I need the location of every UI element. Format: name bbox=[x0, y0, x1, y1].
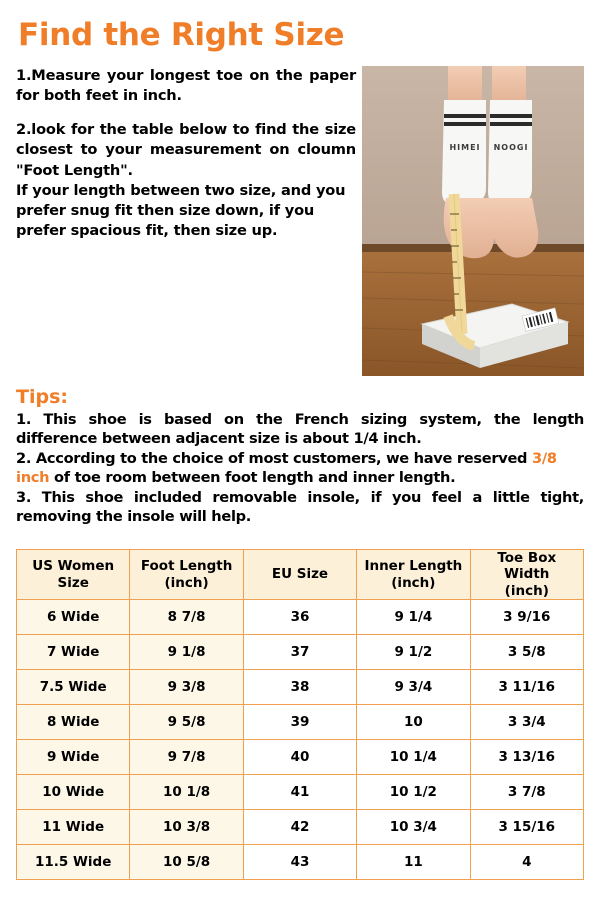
cell-us-size: 11 Wide bbox=[17, 810, 130, 845]
column-header-main: Foot Length bbox=[140, 558, 233, 575]
cell-us-size: 9 Wide bbox=[17, 740, 130, 775]
column-header-us-women-size bbox=[17, 549, 130, 599]
column-header-main: Toe Box Width bbox=[497, 549, 557, 583]
table-row bbox=[17, 775, 584, 810]
feet-measurement-photo bbox=[362, 66, 584, 376]
tip-2-post: of toe room between foot length and inner length. bbox=[49, 469, 456, 486]
column-header-sub: (inch) bbox=[391, 574, 436, 591]
intro-section bbox=[16, 66, 584, 376]
intro-step-2: 2.look for the table below to find the size closest to your measurement on cloumn "Foot Length". bbox=[16, 121, 356, 179]
cell-foot-length: 10 3/8 bbox=[130, 810, 243, 845]
cell-inner-length: 10 3/4 bbox=[357, 810, 470, 845]
column-header-foot-length bbox=[130, 549, 243, 599]
cell-eu-size: 43 bbox=[243, 845, 356, 880]
cell-us-size: 8 Wide bbox=[17, 705, 130, 740]
cell-toe-box-width: 3 11/16 bbox=[470, 670, 583, 705]
table-row bbox=[17, 705, 584, 740]
cell-us-size: 10 Wide bbox=[17, 775, 130, 810]
cell-inner-length: 9 3/4 bbox=[357, 670, 470, 705]
cell-inner-length: 9 1/2 bbox=[357, 635, 470, 670]
table-row bbox=[17, 670, 584, 705]
cell-inner-length: 10 bbox=[357, 705, 470, 740]
tip-1: 1. This shoe is based on the French sizing system, the length difference between adjacent size is about 1/4 inch. bbox=[16, 411, 584, 448]
cell-us-size: 7 Wide bbox=[17, 635, 130, 670]
cell-foot-length: 8 7/8 bbox=[130, 600, 243, 635]
tip-2-pre: 2. According to the choice of most customers, we have reserved bbox=[16, 450, 532, 468]
cell-toe-box-width: 3 5/8 bbox=[470, 635, 583, 670]
column-header-main: US Women Size bbox=[32, 558, 115, 591]
column-header-eu-size bbox=[243, 549, 356, 599]
cell-eu-size: 37 bbox=[243, 635, 356, 670]
size-chart-header bbox=[17, 549, 584, 599]
cell-eu-size: 36 bbox=[243, 600, 356, 635]
column-header-main: Inner Length bbox=[364, 558, 463, 575]
column-header-inner-length bbox=[357, 549, 470, 599]
cell-inner-length: 10 1/2 bbox=[357, 775, 470, 810]
page-title: Find the Right Size bbox=[18, 17, 345, 53]
column-header-toe-box-width bbox=[470, 549, 583, 599]
column-header-sub: (inch) bbox=[164, 574, 209, 591]
size-chart-table bbox=[16, 549, 584, 880]
intro-step-2b: If your length between two size, and you prefer snug fit then size down, if you prefer spacious fit, then size up. bbox=[16, 181, 346, 239]
table-row bbox=[17, 810, 584, 845]
cell-us-size: 11.5 Wide bbox=[17, 845, 130, 880]
cell-toe-box-width: 3 13/16 bbox=[470, 740, 583, 775]
table-row bbox=[17, 740, 584, 775]
cell-toe-box-width: 4 bbox=[470, 845, 583, 880]
table-row bbox=[17, 845, 584, 880]
cell-us-size: 7.5 Wide bbox=[17, 670, 130, 705]
size-chart-body bbox=[17, 600, 584, 880]
cell-foot-length: 9 7/8 bbox=[130, 740, 243, 775]
table-row bbox=[17, 635, 584, 670]
cell-foot-length: 10 1/8 bbox=[130, 775, 243, 810]
svg-text:HIMEI: HIMEI bbox=[449, 143, 481, 153]
cell-inner-length: 10 1/4 bbox=[357, 740, 470, 775]
cell-foot-length: 9 3/8 bbox=[130, 670, 243, 705]
cell-toe-box-width: 3 9/16 bbox=[470, 600, 583, 635]
cell-foot-length: 10 5/8 bbox=[130, 845, 243, 880]
tips-heading: Tips: bbox=[16, 386, 68, 409]
tip-3: 3. This shoe included removable insole, if you feel a little tight, removing the insole will help. bbox=[16, 488, 584, 525]
intro-step-1: 1.Measure your longest toe on the paper for both feet in inch. bbox=[16, 67, 356, 105]
intro-text bbox=[16, 66, 356, 241]
cell-eu-size: 42 bbox=[243, 810, 356, 845]
cell-inner-length: 9 1/4 bbox=[357, 600, 470, 635]
cell-us-size: 6 Wide bbox=[17, 600, 130, 635]
tips-list bbox=[16, 411, 584, 527]
column-header-sub: (inch) bbox=[504, 582, 549, 599]
cell-eu-size: 39 bbox=[243, 705, 356, 740]
svg-text:NOOGI: NOOGI bbox=[493, 143, 529, 153]
cell-eu-size: 40 bbox=[243, 740, 356, 775]
column-header-main: EU Size bbox=[271, 566, 329, 583]
cell-foot-length: 9 5/8 bbox=[130, 705, 243, 740]
table-header-row bbox=[17, 549, 584, 599]
tip-2 bbox=[16, 450, 584, 488]
table-row bbox=[17, 600, 584, 635]
tip-2-highlight: 3/8 inch bbox=[16, 450, 557, 486]
cell-inner-length: 11 bbox=[357, 845, 470, 880]
cell-eu-size: 41 bbox=[243, 775, 356, 810]
cell-foot-length: 9 1/8 bbox=[130, 635, 243, 670]
cell-eu-size: 38 bbox=[243, 670, 356, 705]
cell-toe-box-width: 3 3/4 bbox=[470, 705, 583, 740]
cell-toe-box-width: 3 7/8 bbox=[470, 775, 583, 810]
cell-toe-box-width: 3 15/16 bbox=[470, 810, 583, 845]
